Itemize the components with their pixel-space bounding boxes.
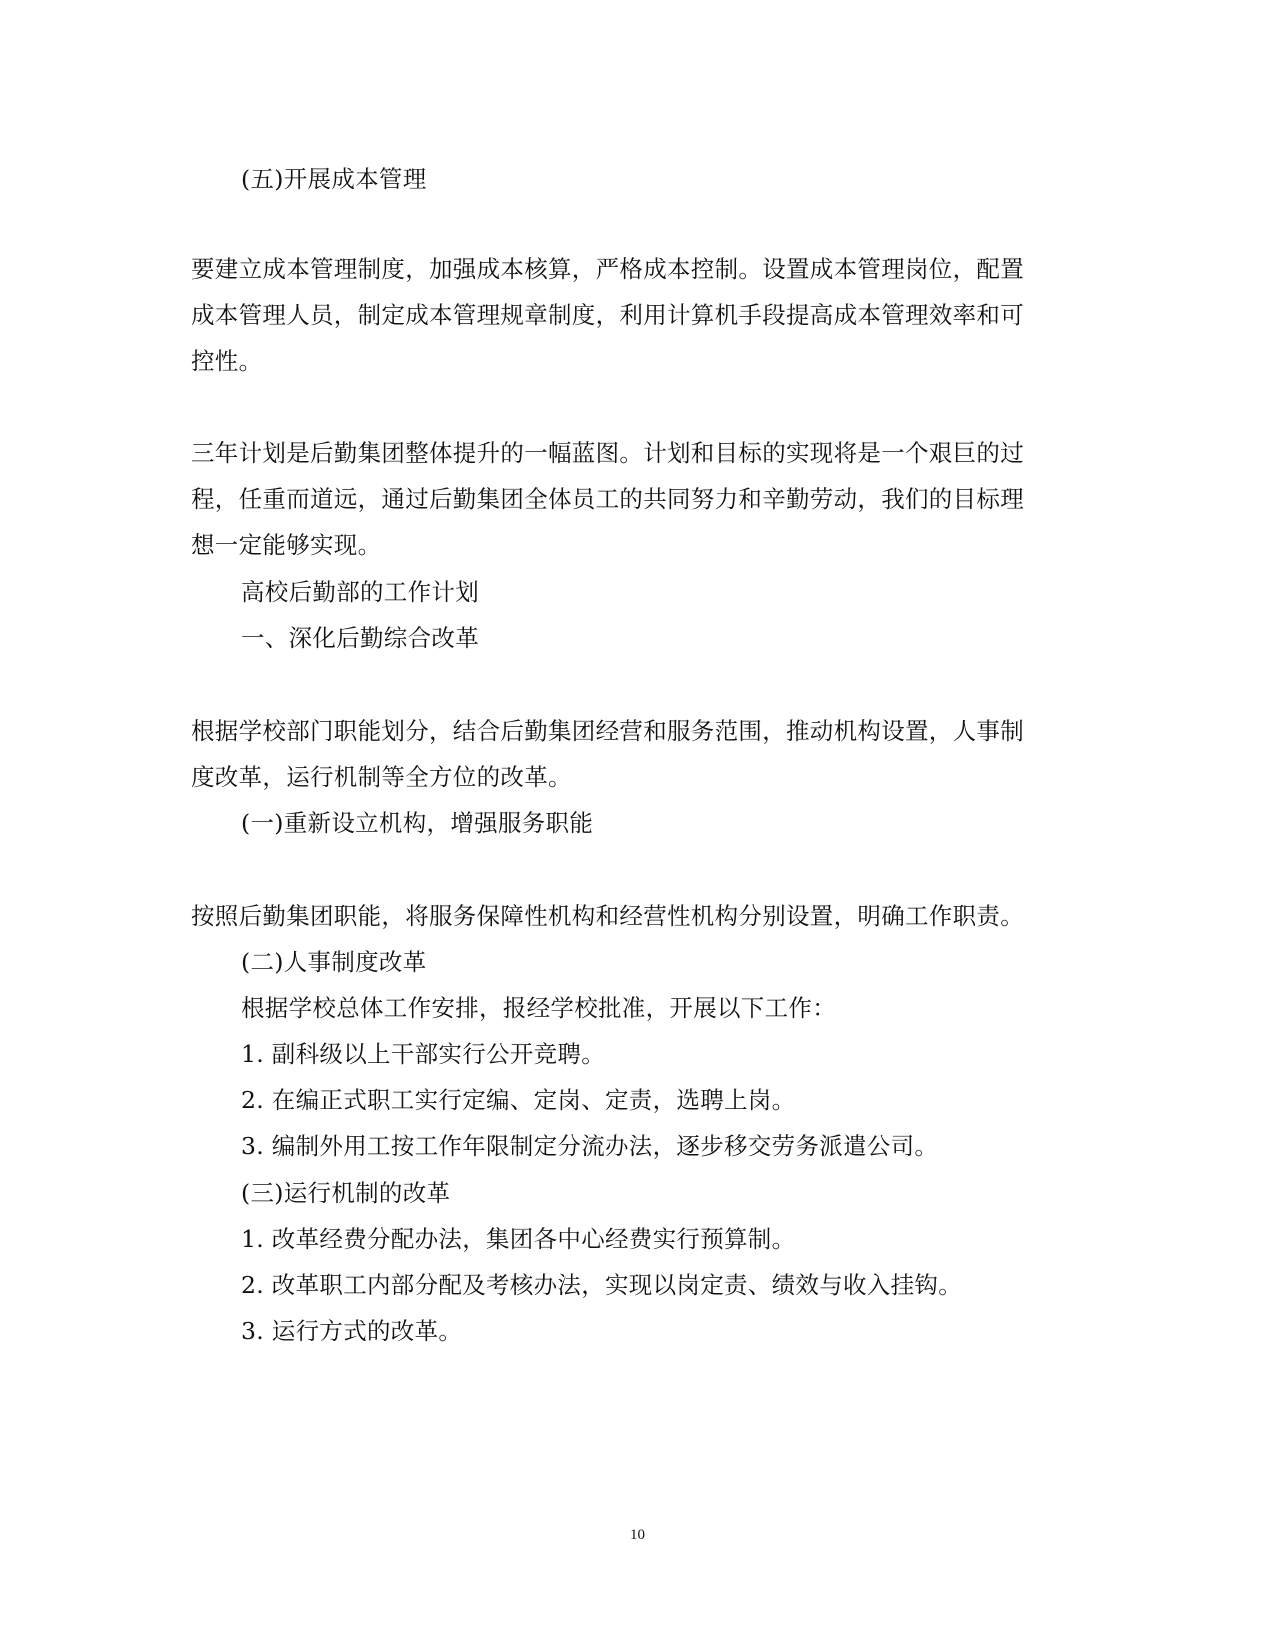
paragraph-line: 想一定能够实现。 — [191, 531, 382, 559]
document-title: 高校后勤部的工作计划 — [241, 578, 479, 606]
paragraph-line: 三年计划是后勤集团整体提升的一幅蓝图。计划和目标的实现将是一个艰巨的过 — [191, 439, 1024, 467]
subsection-heading: (二)人事制度改革 — [241, 948, 427, 976]
page-number: 10 — [630, 1527, 645, 1543]
paragraph-line: 程，任重而道远，通过后勤集团全体员工的共同努力和辛勤劳动，我们的目标理 — [191, 485, 1024, 513]
paragraph-line: 成本管理人员，制定成本管理规章制度，利用计算机手段提高成本管理效率和可 — [191, 301, 1024, 329]
paragraph-line: 要建立成本管理制度，加强成本核算，严格成本控制。设置成本管理岗位，配置 — [191, 255, 1024, 283]
section-heading-cost-management: (五)开展成本管理 — [241, 165, 427, 193]
list-item: 3. 编制外用工按工作年限制定分流办法，逐步移交劳务派遣公司。 — [241, 1132, 939, 1160]
paragraph-line: 按照后勤集团职能，将服务保障性机构和经营性机构分别设置，明确工作职责。 — [191, 902, 1024, 930]
list-item: 2. 在编正式职工实行定编、定岗、定责，选聘上岗。 — [241, 1086, 796, 1114]
paragraph-line: 度改革，运行机制等全方位的改革。 — [191, 763, 572, 791]
paragraph-line: 根据学校部门职能划分，结合后勤集团经营和服务范围，推动机构设置，人事制 — [191, 717, 1024, 745]
section-heading-reform: 一、深化后勤综合改革 — [241, 624, 479, 652]
list-item: 1. 副科级以上干部实行公开竞聘。 — [241, 1040, 605, 1068]
paragraph-line: 控性。 — [191, 347, 263, 375]
list-item: 2. 改革职工内部分配及考核办法，实现以岗定责、绩效与收入挂钩。 — [241, 1271, 962, 1299]
subsection-heading: (一)重新设立机构，增强服务职能 — [241, 809, 594, 837]
paragraph-line: 根据学校总体工作安排，报经学校批准，开展以下工作： — [241, 994, 836, 1022]
list-item: 3. 运行方式的改革。 — [241, 1317, 463, 1345]
subsection-heading: (三)运行机制的改革 — [241, 1179, 451, 1207]
list-item: 1. 改革经费分配办法，集团各中心经费实行预算制。 — [241, 1225, 796, 1253]
